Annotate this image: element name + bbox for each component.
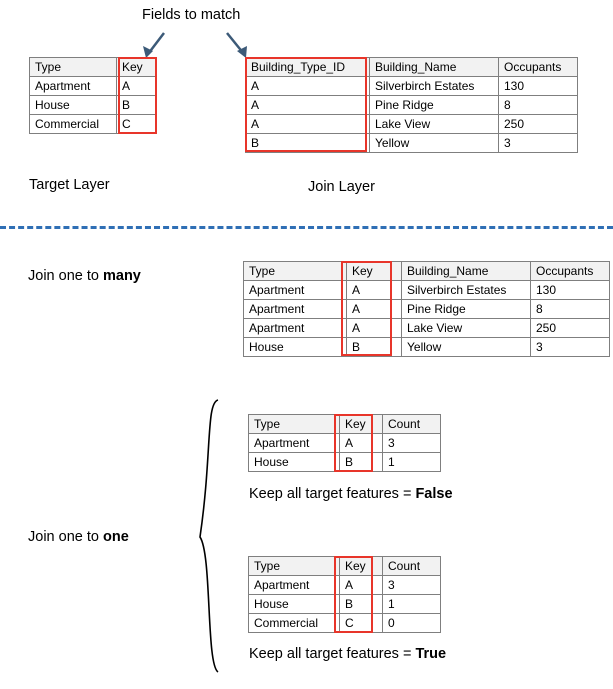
column-header-type: Type (30, 58, 117, 77)
keep-true-prefix: Keep all target features = (249, 646, 416, 662)
cell-key: A (117, 77, 156, 96)
target-layer-table-wrap (29, 57, 156, 134)
cell-key: B (340, 595, 383, 614)
table-header-row (249, 557, 441, 576)
join-one-to-one-label (28, 529, 129, 545)
table-header-row (249, 415, 441, 434)
column-header-count: Count (383, 557, 441, 576)
cell-building-name: Pine Ridge (370, 96, 499, 115)
cell-key: A (340, 434, 383, 453)
fields-to-match-label: Fields to match (142, 7, 241, 23)
table-row (249, 614, 441, 633)
keep-true-label (249, 646, 446, 662)
table-row (249, 453, 441, 472)
cell-key: A (340, 576, 383, 595)
cell-type: House (249, 453, 340, 472)
keep-false-label (249, 486, 453, 502)
cell-type: Commercial (30, 115, 117, 134)
cell-occupants: 3 (531, 338, 610, 357)
section-divider (0, 226, 613, 229)
arrow-to-target-key (143, 33, 164, 58)
cell-key: B (117, 96, 156, 115)
cell-count: 1 (383, 595, 441, 614)
column-header-type: Type (249, 415, 340, 434)
join-one-to-many-label (28, 268, 141, 284)
column-header-key: Key (347, 262, 402, 281)
cell-building-name: Lake View (370, 115, 499, 134)
cell-type: House (244, 338, 347, 357)
cell-building-name: Silverbirch Estates (402, 281, 531, 300)
cell-building-name: Silverbirch Estates (370, 77, 499, 96)
table-row (244, 319, 610, 338)
one-to-many-result-table (243, 261, 610, 357)
column-header-type: Type (249, 557, 340, 576)
one-to-one-false-table-wrap (248, 414, 441, 472)
table-header-row (246, 58, 578, 77)
cell-count: 3 (383, 576, 441, 595)
cell-type: Apartment (244, 300, 347, 319)
cell-type: Apartment (249, 434, 340, 453)
cell-occupants: 130 (499, 77, 578, 96)
table-row (249, 434, 441, 453)
cell-type: House (249, 595, 340, 614)
cell-key: A (347, 319, 402, 338)
join-one-to-one-emphasis: one (102, 529, 129, 545)
cell-key: A (347, 300, 402, 319)
column-header-occupants: Occupants (499, 58, 578, 77)
cell-type: House (30, 96, 117, 115)
column-header-occupants: Occupants (531, 262, 610, 281)
keep-true-emphasis: True (415, 646, 447, 662)
join-layer-table-wrap (245, 57, 578, 153)
keep-false-prefix: Keep all target features = (249, 486, 416, 502)
cell-building-name: Yellow (402, 338, 531, 357)
column-header-building-name: Building_Name (402, 262, 531, 281)
table-row (30, 115, 156, 134)
cell-key: B (347, 338, 402, 357)
cell-count: 0 (383, 614, 441, 633)
column-header-count: Count (383, 415, 441, 434)
column-header-building-type-id: Building_Type_ID (246, 58, 370, 77)
cell-key: C (117, 115, 156, 134)
target-layer-table (29, 57, 156, 134)
column-header-key: Key (117, 58, 156, 77)
one-to-one-brace (200, 400, 218, 672)
cell-building-name: Lake View (402, 319, 531, 338)
join-layer-table (245, 57, 578, 153)
column-header-building-name: Building_Name (370, 58, 499, 77)
table-header-row (244, 262, 610, 281)
cell-building-name: Yellow (370, 134, 499, 153)
cell-occupants: 3 (499, 134, 578, 153)
keep-false-emphasis: False (415, 486, 453, 502)
table-row (244, 338, 610, 357)
column-header-key: Key (340, 557, 383, 576)
join-layer-label: Join Layer (308, 179, 375, 195)
cell-building-type-id: A (246, 96, 370, 115)
table-row (246, 115, 578, 134)
table-row (246, 96, 578, 115)
one-to-one-true-table-wrap (248, 556, 441, 633)
cell-count: 3 (383, 434, 441, 453)
arrow-to-join-key (227, 33, 247, 58)
cell-key: C (340, 614, 383, 633)
cell-occupants: 130 (531, 281, 610, 300)
cell-type: Commercial (249, 614, 340, 633)
cell-building-name: Pine Ridge (402, 300, 531, 319)
cell-key: A (347, 281, 402, 300)
one-to-many-result-table-wrap (243, 261, 610, 357)
one-to-one-false-table (248, 414, 441, 472)
table-row (246, 134, 578, 153)
join-one-to-many-emphasis: many (102, 268, 141, 284)
cell-occupants: 8 (531, 300, 610, 319)
table-row (249, 576, 441, 595)
table-row (30, 96, 156, 115)
join-one-to-one-prefix: Join one to (28, 529, 103, 545)
cell-count: 1 (383, 453, 441, 472)
table-header-row (30, 58, 156, 77)
join-one-to-many-prefix: Join one to (28, 268, 103, 284)
column-header-key: Key (340, 415, 383, 434)
cell-building-type-id: B (246, 134, 370, 153)
cell-key: B (340, 453, 383, 472)
table-row (244, 300, 610, 319)
cell-building-type-id: A (246, 77, 370, 96)
cell-building-type-id: A (246, 115, 370, 134)
cell-occupants: 250 (531, 319, 610, 338)
table-row (30, 77, 156, 96)
one-to-one-true-table (248, 556, 441, 633)
cell-type: Apartment (30, 77, 117, 96)
cell-type: Apartment (244, 281, 347, 300)
cell-occupants: 250 (499, 115, 578, 134)
target-layer-label: Target Layer (29, 177, 110, 193)
column-header-type: Type (244, 262, 347, 281)
cell-type: Apartment (249, 576, 340, 595)
table-row (246, 77, 578, 96)
table-row (244, 281, 610, 300)
cell-occupants: 8 (499, 96, 578, 115)
table-row (249, 595, 441, 614)
cell-type: Apartment (244, 319, 347, 338)
